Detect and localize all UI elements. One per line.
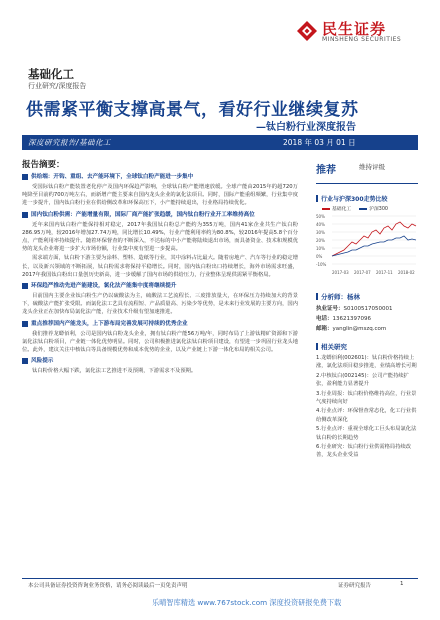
analyst-cert: 执业证号：S0100517050001 bbox=[316, 306, 393, 312]
rating-block bbox=[316, 158, 418, 177]
sidebar bbox=[316, 158, 418, 461]
series-line-index bbox=[332, 236, 416, 256]
chart-legend bbox=[322, 205, 418, 212]
section-heading: 国内钛白粉供需：产能增量有限，国际厂商产能扩张趋缓，国内钛白粉行业开工率维持高位 bbox=[31, 211, 255, 218]
legend-sector: 基础化工 bbox=[332, 207, 352, 212]
y-tick-label: 40% bbox=[316, 222, 325, 227]
sector-label: 基础化工 bbox=[28, 67, 74, 81]
section-heading: 环保趋严推动先进产能建设，氯化法产能集中度将继续提升 bbox=[31, 283, 177, 290]
footer-divider bbox=[22, 578, 418, 579]
footer-report-label: 证券研究报告 bbox=[338, 583, 372, 589]
related-title: 相关研究 bbox=[321, 343, 347, 351]
x-tick-label: 2018-02 bbox=[398, 270, 415, 275]
y-tick-label: 0% bbox=[316, 254, 323, 259]
section-paragraph: 近年来国内钛白粉产能保持相对稳定，2017年我国钛白粉总产能约为355万吨，国内41家企业共生产钛白粉286.95万吨，较2016年增加27.74万吨，同比增长10.49%，行业产能利用率约为80.8%，较2016年提高5.8个百分点，产能利用率持续提升。随着环保督查的不断深入，不达标的中小产能将陆续退出市场，而具备资金、技术和规模优势的龙头企业将进一步扩大市场份额，行业集中度有望进一步提高。 bbox=[22, 221, 298, 253]
title-bar-icon bbox=[316, 343, 318, 350]
related-item[interactable]: 1.龙蟒佰利(002601)：钛白粉价格持续上涨，氯化法项目稳步推进，业绩高增长可期 bbox=[316, 355, 417, 370]
section-heading: 风险提示 bbox=[31, 358, 54, 365]
y-tick-label: 30% bbox=[316, 230, 325, 235]
bullet-icon bbox=[22, 283, 28, 289]
x-tick-label: 2017-03 bbox=[332, 270, 349, 275]
related-item[interactable]: 4.行业点评：环保督查常态化，化工行业供给侧改革深化 bbox=[316, 408, 417, 423]
section-paragraph: 目前国内主要企业钛白粉生产仍以硫酸法为主，硫酸法工艺流程长、三废排放量大，在环保压力持续加大的背景下，硫酸法产能扩张受限。而氯化法工艺具有流程短、产品质量高、污染少等优势，是未来行业发展的主要方向，国内龙头企业正在加快布局氯化法产能，行业技术升级有望加速推进。 bbox=[22, 293, 298, 316]
title-bar-icon bbox=[316, 293, 318, 300]
chart-title: 行业与沪深300走势比较 bbox=[321, 196, 388, 203]
report-subtitle: —钛白粉行业深度报告 bbox=[256, 122, 356, 133]
related-item[interactable]: 6.行业研究：钛白粉行业供需格局持续改善，龙头企业受益 bbox=[316, 444, 412, 459]
bullet-icon bbox=[22, 321, 28, 327]
footer-disclaimer: 本公司具备证券投资咨询业务资格，请务必阅读最后一页免责声明 bbox=[28, 583, 188, 589]
brand-logo-icon bbox=[296, 20, 318, 42]
related-item[interactable]: 2.中核钛白(002145)：公司产能持续扩张，盈利能力显著提升 bbox=[316, 372, 409, 388]
analyst-email: 邮箱：yanglin@mszq.com bbox=[316, 326, 387, 332]
section-heading: 供给端：开钩、重组、去产能环境下，全球钛白粉产能进一步集中 bbox=[31, 174, 194, 180]
bullet-icon bbox=[22, 358, 28, 364]
rating-label: 推荐 bbox=[316, 165, 336, 176]
section-paragraph: 我们推荐龙蟒佰利，公司是国内钛白粉龙头企业，拥有钛白粉产能56万吨/年，同时布局了上游钛精矿资源和下游氯化法钛白粉项目，产业链一体化优势明显。同时，公司积极推进氯化法钛白粉项目建设，有望进一步巩固行业龙头地位。此外，建议关注中核钛白等具备规模优势和成本优势的企业，以及产业链上下游一体化布局的相关公司。 bbox=[22, 330, 298, 354]
divider bbox=[316, 183, 418, 184]
y-tick-label: 50% bbox=[316, 214, 325, 219]
analyst-phone: 电话：13621397096 bbox=[316, 316, 372, 322]
brand-name: 民生证券 bbox=[322, 20, 387, 38]
section-environment bbox=[22, 282, 298, 317]
section-risk bbox=[22, 357, 298, 375]
rating-value: 维持评级 bbox=[359, 163, 385, 171]
title-bar-icon bbox=[316, 195, 318, 202]
main-column bbox=[22, 158, 298, 376]
related-item[interactable]: 5.行业点评：重视全球化工巨头布局氯化法钛白粉的长期趋势 bbox=[316, 426, 417, 441]
legend-swatch-index bbox=[359, 208, 367, 210]
x-tick-label: 2017-11 bbox=[376, 270, 393, 275]
bullet-icon bbox=[22, 174, 28, 180]
section-domestic bbox=[22, 211, 298, 279]
summary-heading: 报告摘要： bbox=[22, 160, 65, 170]
trend-chart bbox=[316, 212, 418, 280]
y-tick-label: 20% bbox=[316, 238, 325, 243]
banner-category: 深度研究报告/基础化工 bbox=[28, 138, 112, 147]
legend-swatch-sector bbox=[322, 208, 330, 210]
report-title: 供需紧平衡支撑高景气，看好行业继续复苏 bbox=[26, 100, 359, 120]
y-tick-label: -10% bbox=[316, 262, 327, 267]
series-line-sector bbox=[332, 222, 416, 256]
section-heading: 重点推荐国内产能龙头，上下游布局完善发展可持续的优秀企业 bbox=[31, 320, 188, 327]
watermark-text: 乐晴智库精选 www.767stock.com 深度投资研报免费下载 bbox=[152, 598, 342, 607]
section-recommend bbox=[22, 320, 298, 355]
page-number: 1 bbox=[400, 581, 404, 587]
brand-name-en: MINSHENG SECURITIES bbox=[322, 36, 402, 43]
y-tick-label: 10% bbox=[316, 246, 325, 251]
section-paragraph: 需求端方面，钛白粉下游主要为涂料、塑料、造纸等行业，其中涂料占比最大。随着房地产、汽车等行业的稳定增长，以及新兴领域的不断拓展，钛白粉需求将保持平稳增长。同时，国内钛白粉出口持续增长，海外市场需求旺盛，2017年我国钛白粉出口量创历史新高，进一步缓解了国内市场的供给压力，行业整体呈现供需紧平衡格局。 bbox=[22, 255, 298, 278]
bullet-icon bbox=[22, 212, 28, 218]
section-paragraph: 钛白粉价格大幅下跌，氯化法工艺推进不及预期，下游需求不及预期。 bbox=[32, 368, 197, 375]
section-supply bbox=[22, 173, 298, 208]
report-type: 行业研究/深度报告 bbox=[28, 82, 87, 90]
legend-index: 沪深300 bbox=[369, 207, 388, 212]
section-paragraph: 受国际钛白粉产能装置老化停产及国内环保趋严影响，全球钛白粉产能增速放缓。全球产能由2015年的超720万吨降至目前约700万吨左右，而新增产能主要来自国内龙头企业的氯化法项目。同时，国际产能重组频繁，行业集中度进一步提升，国内钛白粉行业在供给侧改革和环保高压下，小产能持续退出，行业格局持续优化。 bbox=[22, 184, 298, 207]
report-date: 2018 年 03 月 01 日 bbox=[283, 138, 356, 147]
related-item[interactable]: 3.行业周报：钛白粉价格维持高位，行业景气度持续向好 bbox=[316, 390, 417, 406]
x-tick-label: 2017-07 bbox=[354, 270, 371, 275]
analyst-title: 分析师：杨林 bbox=[321, 293, 360, 301]
